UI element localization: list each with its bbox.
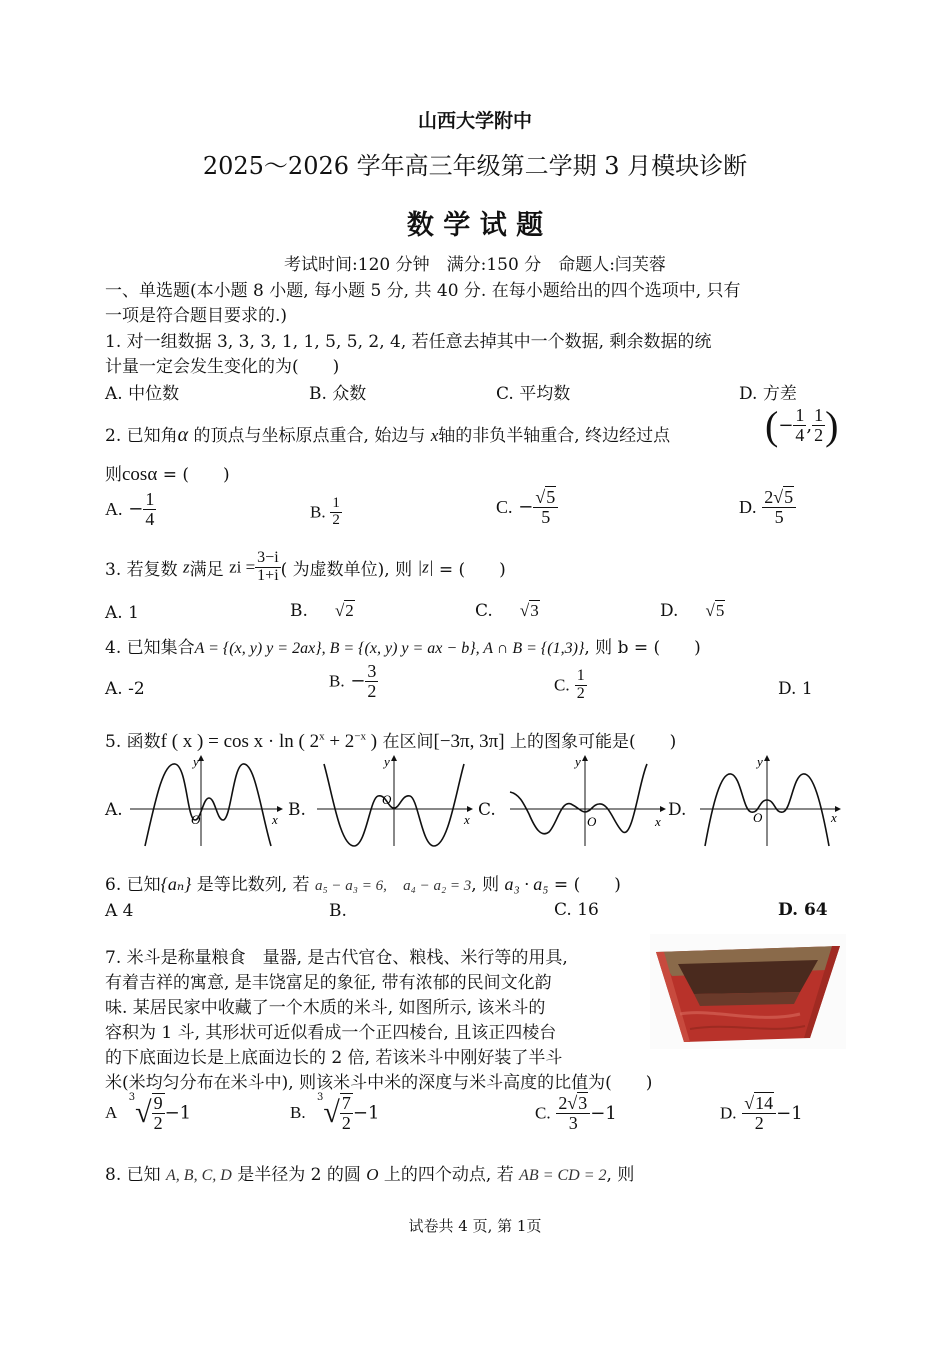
section-heading-line1: 一、单选题(本小题 8 小题, 每小题 5 分, 共 40 分. 在每小题给出的四个选项中, 只有 [105, 281, 741, 301]
q2-option-a: A. − $\frac{1}{4}$ [105, 489, 155, 529]
svg-text:O: O [753, 810, 763, 825]
svg-text:x: x [831, 810, 837, 825]
section-heading-line2: 一项是符合题目要求的.) [105, 306, 288, 326]
q7-option-c: C. $\frac{2√3}{3}$ −1 [535, 1093, 617, 1133]
q3-option-b: B. √2 [290, 601, 354, 621]
subject-title: 数 学 试 题 [406, 210, 544, 241]
q5-graph-c [505, 752, 670, 848]
q2-option-d: D. $\frac{2√5}{5}$ [739, 488, 796, 527]
school-name: 山西大学附中 [417, 110, 532, 132]
q7-option-d: D. $\frac{√14}{2}$ −1 [720, 1093, 803, 1133]
q5-graph-d [695, 752, 850, 848]
svg-text:y: y [575, 754, 581, 769]
svg-text:O: O [587, 814, 597, 829]
q7-stem-line3: 味. 某居民家中收藏了一个木质的米斗, 如图所示, 该米斗的 [105, 998, 546, 1018]
q4-option-c: C. $\frac{1}{2}$ [554, 667, 585, 702]
q8-stem: 8. 已知 A, B, C, D 是半径为 2 的圆 O 上的四个动点, 若 AB = CD = 2, 则 [105, 1165, 635, 1185]
svg-text:x: x [272, 812, 278, 827]
q6-option-a: A 4 [105, 901, 134, 921]
q7-stem-line6: 米(米均匀分布在米斗中), 则该米斗中米的深度与米斗高度的比值为( ) [105, 1073, 653, 1093]
q3-option-d: D. √5 [660, 601, 725, 621]
q1-stem-line1: 1. 对一组数据 3, 3, 3, 1, 1, 5, 5, 2, 4, 若任意去掉其中一个数据, 剩余数据的统 [105, 332, 712, 352]
q6-option-b: B. [329, 901, 347, 921]
page-footer: 试卷共 4 页, 第 1页 [408, 1217, 542, 1235]
q5-graph-b [312, 752, 477, 848]
svg-text:y: y [757, 754, 763, 769]
q6-option-d: D. 64 [778, 900, 828, 920]
q7-stem-line1: 7. 米斗是称量粮食 量器, 是古代官仓、粮栈、米行等的用具, [105, 948, 568, 968]
q1-option-b: B. 众数 [309, 384, 367, 404]
q2-text-pre: 2. 已知角 [105, 426, 178, 446]
q3-option-c: C. √3 [475, 601, 539, 621]
rice-bucket-image [650, 934, 846, 1049]
q7-option-b: B. $^3$√ $\frac{7}{2}$ −1 [290, 1092, 380, 1133]
q5-option-d-label: D. [668, 800, 687, 820]
q4-stem: 4. 已知集合A = {(x, y) y = 2ax}, B = {(x, y) y = ax − b}, A ∩ B = {(1,3)}, 则 b = ( ) [105, 638, 701, 658]
q5-stem: 5. 函数f ( x ) = cos x · ln ( $2^x + 2^{-x}$ ) 在区间[−3π, 3π] 上的图象可能是( ) [105, 730, 677, 752]
q5-option-a-label: A. [105, 800, 123, 820]
q2-option-b: B. $\frac{1}{2}$ [310, 495, 340, 528]
q2-option-c: C. − $\frac{√5}{5}$ [496, 488, 558, 527]
q7-stem-line5: 的下底面边长是上底面边长的 2 倍, 若该米斗中刚好装了半斗 [105, 1048, 563, 1068]
q3-option-a: A. 1 [105, 603, 139, 623]
svg-text:y: y [193, 754, 199, 769]
q2-alpha: α [177, 424, 189, 446]
q2-ask: = ( ) [157, 465, 230, 485]
q5-option-c-label: C. [478, 800, 496, 820]
q2-point-frac2: $\frac{1}{2}$ [814, 405, 824, 445]
q2-text-mid1: 的顶点与坐标原点重合, 始边与 [188, 426, 431, 446]
svg-text:O: O [191, 812, 201, 827]
q2-stem-line1 [105, 421, 670, 447]
exam-info: 考试时间:120 分钟 满分:150 分 命题人:闫芙蓉 [284, 255, 666, 275]
q2-x: x [430, 426, 439, 445]
q1-stem-line2: 计量一定会发生变化的为( ) [105, 357, 340, 377]
q2-stem-line2 [105, 460, 230, 486]
q3-stem: 3. 若复数 z满足 zi = $\frac{3-i}{1+i}$ ( 为虚数单位), 则 |z| = ( ) [105, 549, 506, 584]
q2-text-mid2: 轴的非负半轴重合, 终边经过点 [438, 426, 671, 446]
exam-title: 2025～2026 学年高三年级第二学期 3 月模块诊断 [202, 152, 748, 180]
q5-graph-a [125, 752, 285, 848]
q1-option-a: A. 中位数 [105, 384, 180, 404]
q6-option-c: C. 16 [554, 900, 599, 920]
svg-text:O: O [382, 792, 392, 807]
q7-stem-line2: 有着吉祥的寓意, 是丰饶富足的象征, 带有浓郁的民间文化韵 [105, 973, 552, 993]
svg-text:x: x [655, 814, 661, 829]
q7-stem-line4: 容积为 1 斗, 其形状可近似看成一个正四棱台, 且该正四棱台 [105, 1023, 557, 1043]
svg-text:x: x [464, 812, 470, 827]
q4-option-b: B. − $\frac{3}{2}$ [329, 661, 377, 701]
q1-option-c: C. 平均数 [496, 384, 571, 404]
q2-point-frac1: $\frac{1}{4}$ [795, 405, 805, 445]
q4-option-a: A. -2 [105, 679, 145, 699]
q2-point: (− $\frac{1}{4}$ , $\frac{1}{2}$ ) [765, 403, 839, 448]
q7-option-a: A $^3$√ $\frac{9}{2}$ −1 [105, 1092, 192, 1133]
q5-option-b-label: B. [288, 800, 306, 820]
q6-stem: 6. 已知{aₙ} 是等比数列, 若 a₅ − a₃ = 6, a₄ − a₂ = 3, 则 a₃ · a₅ = ( ) [105, 874, 621, 895]
q1-option-d: D. 方差 [739, 384, 797, 404]
q2-cos: cosα [122, 464, 158, 485]
q4-option-d: D. 1 [778, 679, 813, 699]
q2-then: 则 [105, 465, 122, 485]
svg-text:y: y [384, 754, 390, 769]
